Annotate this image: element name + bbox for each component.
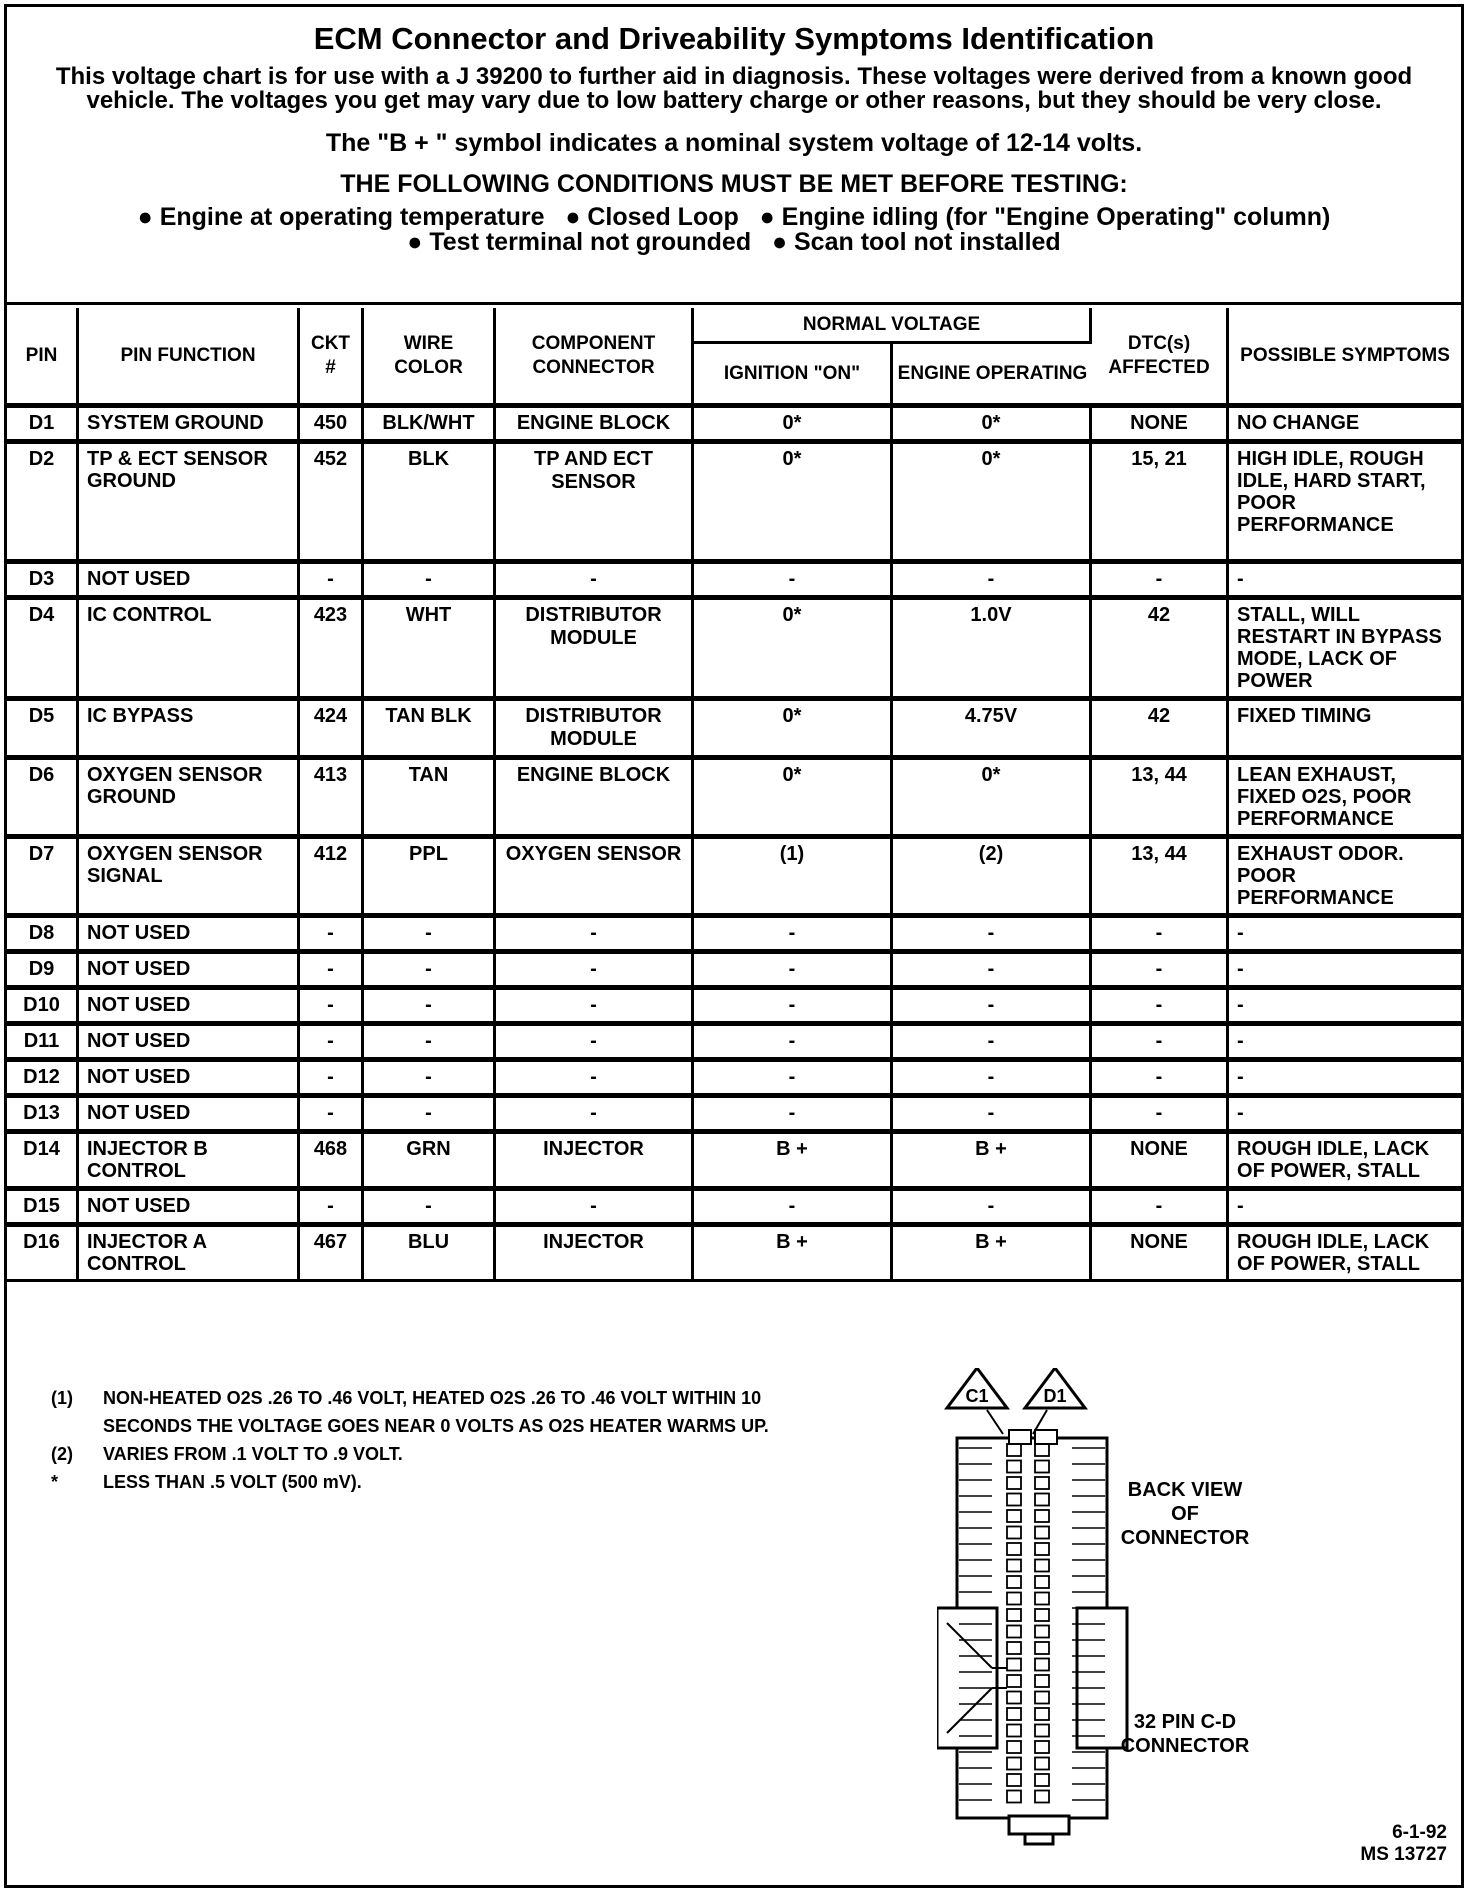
cell-engine: - <box>893 952 1092 988</box>
header-engine: ENGINE OPERATING <box>893 344 1092 406</box>
cell-ignition: - <box>694 1024 893 1060</box>
cell-dtc: - <box>1092 1024 1229 1060</box>
c1-marker-icon <box>947 1368 1007 1434</box>
cell-function: NOT USED <box>79 988 300 1024</box>
header-function: PIN FUNCTION <box>79 308 300 406</box>
header-wire: WIRE COLOR <box>364 308 496 406</box>
cell-symptoms: - <box>1229 952 1461 988</box>
header-normal-voltage: NORMAL VOLTAGE <box>694 308 1092 344</box>
cell-wire: - <box>364 952 496 988</box>
cell-engine: 0* <box>893 406 1092 442</box>
cell-wire: PPL <box>364 837 496 916</box>
cell-pin: D13 <box>7 1096 79 1132</box>
cell-dtc: 42 <box>1092 598 1229 699</box>
cell-ckt: - <box>300 1096 364 1132</box>
doc-date: 6-1-92 <box>1392 1822 1447 1843</box>
cell-symptoms: - <box>1229 1189 1461 1225</box>
cell-pin: D4 <box>7 598 79 699</box>
cell-function: NOT USED <box>79 952 300 988</box>
table-row <box>7 1225 1461 1282</box>
cell-wire: - <box>364 1189 496 1225</box>
cell-engine: B + <box>893 1132 1092 1189</box>
note-item: (2) VARIES FROM .1 VOLT TO .9 VOLT. <box>51 1444 403 1464</box>
cell-ckt: - <box>300 562 364 598</box>
cell-engine: - <box>893 988 1092 1024</box>
cell-ckt: - <box>300 1189 364 1225</box>
cell-dtc: 13, 44 <box>1092 758 1229 837</box>
cell-wire: BLU <box>364 1225 496 1282</box>
cell-function: INJECTOR B CONTROL <box>79 1132 300 1189</box>
cell-wire: GRN <box>364 1132 496 1189</box>
document-frame <box>4 4 1464 1888</box>
table-row <box>7 1060 1461 1096</box>
cell-component: INJECTOR <box>496 1225 694 1282</box>
condition-item: Test terminal not grounded <box>429 228 752 256</box>
cell-ckt: - <box>300 988 364 1024</box>
cell-wire: - <box>364 1096 496 1132</box>
cell-ignition: - <box>694 1096 893 1132</box>
cell-dtc: NONE <box>1092 1225 1229 1282</box>
cell-ckt: - <box>300 952 364 988</box>
cell-function: IC BYPASS <box>79 699 300 758</box>
d1-label: D1 <box>1043 1386 1067 1406</box>
header-component: COMPONENT CONNECTOR <box>496 308 694 406</box>
cell-component: - <box>496 988 694 1024</box>
cell-ckt: 467 <box>300 1225 364 1282</box>
cell-component: TP AND ECT SENSOR <box>496 442 694 562</box>
cell-engine: (2) <box>893 837 1092 916</box>
cell-pin: D2 <box>7 442 79 562</box>
condition-bullet-icon: ● <box>407 228 430 256</box>
connector-body-icon <box>937 1430 1127 1844</box>
cell-engine: - <box>893 1189 1092 1225</box>
cell-component: - <box>496 1096 694 1132</box>
cell-pin: D8 <box>7 916 79 952</box>
page-title: ECM Connector and Driveability Symptoms Identification <box>313 21 1155 56</box>
conditions-list <box>7 205 1461 255</box>
cell-symptoms: ROUGH IDLE, LACK OF POWER, STALL <box>1229 1132 1461 1189</box>
cell-dtc: 13, 44 <box>1092 837 1229 916</box>
cell-component: - <box>496 916 694 952</box>
cell-wire: - <box>364 988 496 1024</box>
condition-item: Scan tool not installed <box>794 228 1061 256</box>
header-symptoms: POSSIBLE SYMPTOMS <box>1229 308 1461 406</box>
table-row <box>7 837 1461 916</box>
header-ckt: CKT # <box>300 308 364 406</box>
cell-pin: D9 <box>7 952 79 988</box>
cell-dtc: - <box>1092 1060 1229 1096</box>
cell-wire: BLK/WHT <box>364 406 496 442</box>
cell-dtc: - <box>1092 1189 1229 1225</box>
cell-pin: D3 <box>7 562 79 598</box>
cell-component: OXYGEN SENSOR <box>496 837 694 916</box>
cell-symptoms: STALL, WILL RESTART IN BYPASS MODE, LACK OF POWER <box>1229 598 1461 699</box>
cell-ignition: B + <box>694 1225 893 1282</box>
cell-pin: D6 <box>7 758 79 837</box>
table-row <box>7 598 1461 699</box>
cell-symptoms: LEAN EXHAUST, FIXED O2S, POOR PERFORMANCE <box>1229 758 1461 837</box>
c1-label: C1 <box>965 1386 989 1406</box>
cell-component: - <box>496 1024 694 1060</box>
header-ignition: IGNITION "ON" <box>694 344 893 406</box>
cell-engine: - <box>893 1024 1092 1060</box>
table-row <box>7 699 1461 758</box>
cell-ignition: - <box>694 988 893 1024</box>
cell-dtc: - <box>1092 916 1229 952</box>
cell-function: NOT USED <box>79 916 300 952</box>
cell-engine: 1.0V <box>893 598 1092 699</box>
cell-engine: 0* <box>893 758 1092 837</box>
cell-function: OXYGEN SENSOR SIGNAL <box>79 837 300 916</box>
table-row <box>7 916 1461 952</box>
cell-wire: - <box>364 562 496 598</box>
cell-dtc: NONE <box>1092 406 1229 442</box>
cell-symptoms: - <box>1229 1096 1461 1132</box>
table-row <box>7 1132 1461 1189</box>
cell-ignition: 0* <box>694 598 893 699</box>
cell-pin: D15 <box>7 1189 79 1225</box>
cell-ckt: - <box>300 1024 364 1060</box>
back-view-label: BACK VIEW OF CONNECTOR <box>1120 1479 1250 1549</box>
cell-ckt: 413 <box>300 758 364 837</box>
cell-wire: TAN BLK <box>364 699 496 758</box>
cell-engine: B + <box>893 1225 1092 1282</box>
bplus-note: The "B + " symbol indicates a nominal system voltage of 12-14 volts. <box>325 129 1143 157</box>
cell-ckt: 423 <box>300 598 364 699</box>
cell-wire: - <box>364 1060 496 1096</box>
cell-function: NOT USED <box>79 1189 300 1225</box>
connector-label: 32 PIN C-D CONNECTOR <box>1120 1711 1250 1757</box>
cell-ignition: - <box>694 916 893 952</box>
cell-ckt: 424 <box>300 699 364 758</box>
cell-ignition: 0* <box>694 758 893 837</box>
cell-wire: - <box>364 916 496 952</box>
table-row <box>7 1096 1461 1132</box>
cell-component: INJECTOR <box>496 1132 694 1189</box>
doc-code: MS 13727 <box>1360 1844 1447 1865</box>
header-dtc: DTC(s) AFFECTED <box>1092 308 1229 406</box>
table-row <box>7 442 1461 562</box>
cell-ckt: - <box>300 916 364 952</box>
cell-symptoms: EXHAUST ODOR. POOR PERFORMANCE <box>1229 837 1461 916</box>
cell-dtc: - <box>1092 1096 1229 1132</box>
cell-wire: BLK <box>364 442 496 562</box>
cell-pin: D16 <box>7 1225 79 1282</box>
cell-symptoms: ROUGH IDLE, LACK OF POWER, STALL <box>1229 1225 1461 1282</box>
cell-dtc: NONE <box>1092 1132 1229 1189</box>
cell-pin: D7 <box>7 837 79 916</box>
cell-function: TP & ECT SENSOR GROUND <box>79 442 300 562</box>
cell-ignition: - <box>694 1060 893 1096</box>
cell-engine: - <box>893 1096 1092 1132</box>
cell-dtc: - <box>1092 562 1229 598</box>
notes <box>51 1384 823 1496</box>
condition-bullet-icon: ● <box>745 203 782 231</box>
cell-component: - <box>496 1189 694 1225</box>
condition-item: Engine idling (for "Engine Operating" column) <box>781 203 1331 231</box>
d1-marker-icon <box>1025 1368 1085 1434</box>
cell-ckt: - <box>300 1060 364 1096</box>
cell-symptoms: - <box>1229 1024 1461 1060</box>
cell-ignition: 0* <box>694 699 893 758</box>
conditions-title: THE FOLLOWING CONDITIONS MUST BE MET BEFORE TESTING: <box>340 170 1128 198</box>
cell-function: INJECTOR A CONTROL <box>79 1225 300 1282</box>
cell-engine: - <box>893 1060 1092 1096</box>
table-row <box>7 952 1461 988</box>
cell-symptoms: - <box>1229 916 1461 952</box>
cell-pin: D10 <box>7 988 79 1024</box>
cell-ckt: 450 <box>300 406 364 442</box>
cell-engine: - <box>893 562 1092 598</box>
table-row <box>7 1024 1461 1060</box>
cell-component: DISTRIBUTOR MODULE <box>496 699 694 758</box>
header <box>7 7 1461 305</box>
cell-symptoms: NO CHANGE <box>1229 406 1461 442</box>
table-row <box>7 406 1461 442</box>
cell-pin: D1 <box>7 406 79 442</box>
condition-item: Closed Loop <box>587 203 739 231</box>
cell-dtc: 15, 21 <box>1092 442 1229 562</box>
footer <box>7 1338 1461 1888</box>
cell-component: ENGINE BLOCK <box>496 406 694 442</box>
connector-diagram <box>937 1368 1257 1848</box>
note-item: * LESS THAN .5 VOLT (500 mV). <box>51 1472 362 1492</box>
condition-item: Engine at operating temperature <box>159 203 545 231</box>
pin-table <box>7 308 1461 1282</box>
cell-function: IC CONTROL <box>79 598 300 699</box>
cell-pin: D5 <box>7 699 79 758</box>
cell-ckt: 452 <box>300 442 364 562</box>
cell-component: - <box>496 1060 694 1096</box>
cell-ignition: 0* <box>694 442 893 562</box>
cell-function: OXYGEN SENSOR GROUND <box>79 758 300 837</box>
note-item: (1) NON-HEATED O2S .26 TO .46 VOLT, HEATED O2S .26 TO .46 VOLT WITHIN 10 SECONDS THE VOLTAGE GOES NEAR 0 VOLTS AS O2S HEATER WARMS UP. <box>51 1388 769 1436</box>
cell-symptoms: HIGH IDLE, ROUGH IDLE, HARD START, POOR PERFORMANCE <box>1229 442 1461 562</box>
cell-wire: TAN <box>364 758 496 837</box>
cell-symptoms: FIXED TIMING <box>1229 699 1461 758</box>
intro-text: This voltage chart is for use with a J 39200 to further aid in diagnosis. These voltages were derived from a known good vehicle. The voltages you get may vary due to low battery charge or other reasons, but they should be very close. <box>55 63 1413 114</box>
cell-function: NOT USED <box>79 1096 300 1132</box>
cell-function: NOT USED <box>79 1024 300 1060</box>
header-pin: PIN <box>7 308 79 406</box>
cell-dtc: 42 <box>1092 699 1229 758</box>
cell-ignition: - <box>694 1189 893 1225</box>
cell-dtc: - <box>1092 952 1229 988</box>
cell-wire: WHT <box>364 598 496 699</box>
cell-function: SYSTEM GROUND <box>79 406 300 442</box>
cell-symptoms: - <box>1229 562 1461 598</box>
cell-component: - <box>496 952 694 988</box>
cell-function: NOT USED <box>79 562 300 598</box>
cell-function: NOT USED <box>79 1060 300 1096</box>
condition-bullet-icon: ● <box>758 228 794 256</box>
cell-engine: 4.75V <box>893 699 1092 758</box>
cell-ckt: 468 <box>300 1132 364 1189</box>
condition-bullet-icon: ● <box>137 203 160 231</box>
cell-ignition: (1) <box>694 837 893 916</box>
cell-engine: - <box>893 916 1092 952</box>
condition-bullet-icon: ● <box>551 203 588 231</box>
cell-pin: D14 <box>7 1132 79 1189</box>
cell-component: ENGINE BLOCK <box>496 758 694 837</box>
cell-ignition: - <box>694 952 893 988</box>
table-row <box>7 758 1461 837</box>
cell-dtc: - <box>1092 988 1229 1024</box>
cell-pin: D11 <box>7 1024 79 1060</box>
cell-component: DISTRIBUTOR MODULE <box>496 598 694 699</box>
cell-ckt: 412 <box>300 837 364 916</box>
cell-component: - <box>496 562 694 598</box>
cell-ignition: - <box>694 562 893 598</box>
cell-ignition: B + <box>694 1132 893 1189</box>
cell-pin: D12 <box>7 1060 79 1096</box>
doc-id <box>1360 1822 1447 1866</box>
table-row <box>7 562 1461 598</box>
table-row <box>7 988 1461 1024</box>
table-row <box>7 1189 1461 1225</box>
cell-wire: - <box>364 1024 496 1060</box>
cell-engine: 0* <box>893 442 1092 562</box>
cell-symptoms: - <box>1229 1060 1461 1096</box>
cell-symptoms: - <box>1229 988 1461 1024</box>
cell-ignition: 0* <box>694 406 893 442</box>
